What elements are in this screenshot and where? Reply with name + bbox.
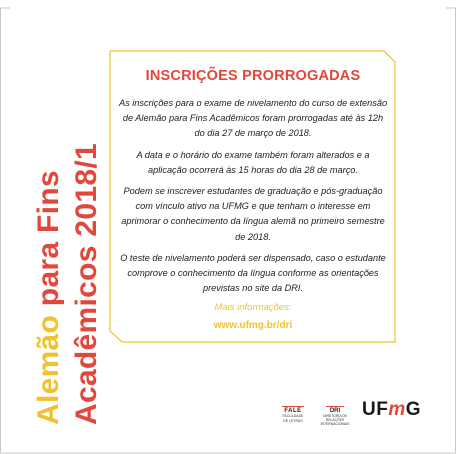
title-line-2: Acadêmicos 2018/1: [70, 143, 103, 425]
dri-logo-mark: DRI: [326, 406, 344, 414]
title-word-para-fins: para Fins: [32, 170, 65, 307]
ufmg-logo-g: G: [405, 399, 422, 420]
fale-logo-subtitle: FACULDADE DE LETRAS: [282, 414, 304, 423]
vertical-course-title: [30, 25, 106, 425]
announcement-card: [117, 58, 389, 331]
title-word-alemao: Alemão: [32, 314, 65, 425]
ufmg-logo-uf: UF: [362, 399, 389, 420]
more-info-label: Mais informações:: [214, 302, 292, 314]
dri-logo-subtitle: DIRETORIA DE RELAÇÕES INTERNACIONAIS: [320, 414, 350, 427]
paragraph-data-horario: A data e o horário do exame também foram alterados e a aplicação ocorrerá às 15 horas do dia 28 de março.: [136, 149, 370, 175]
fale-logo-mark: FALE: [282, 406, 304, 414]
ufmg-logo: [362, 399, 421, 421]
title-line-1: [30, 25, 68, 425]
paragraph-prorrogacao: As inscrições para o exame de nivelamento do curso de extensão de Alemão para Fins Acadêmicos foram prorrogadas até às 12h do dia 27 de março de 2018.: [118, 98, 388, 139]
dri-logo: [317, 406, 353, 427]
fale-logo: [282, 406, 304, 423]
paragraph-dispensa: O teste de nivelamento poderá ser dispensado, caso o estudante comprove o conhecimento da língua conforme as orientações previstas no site da DRI.: [120, 252, 386, 294]
ufmg-logo-m: m: [388, 399, 406, 420]
more-info-link[interactable]: www.ufmg.br/dri: [213, 320, 293, 332]
announcement-heading: INSCRIÇÕES PRORROGADAS: [145, 68, 361, 84]
paragraph-publico: Podem se inscrever estudantes de graduação e pós-graduação com vínculo ativo na UFMG e que tenham o interesse em aprimorar o conhecimento da língua alemã no primeiro semestre de 2018.: [121, 186, 385, 242]
